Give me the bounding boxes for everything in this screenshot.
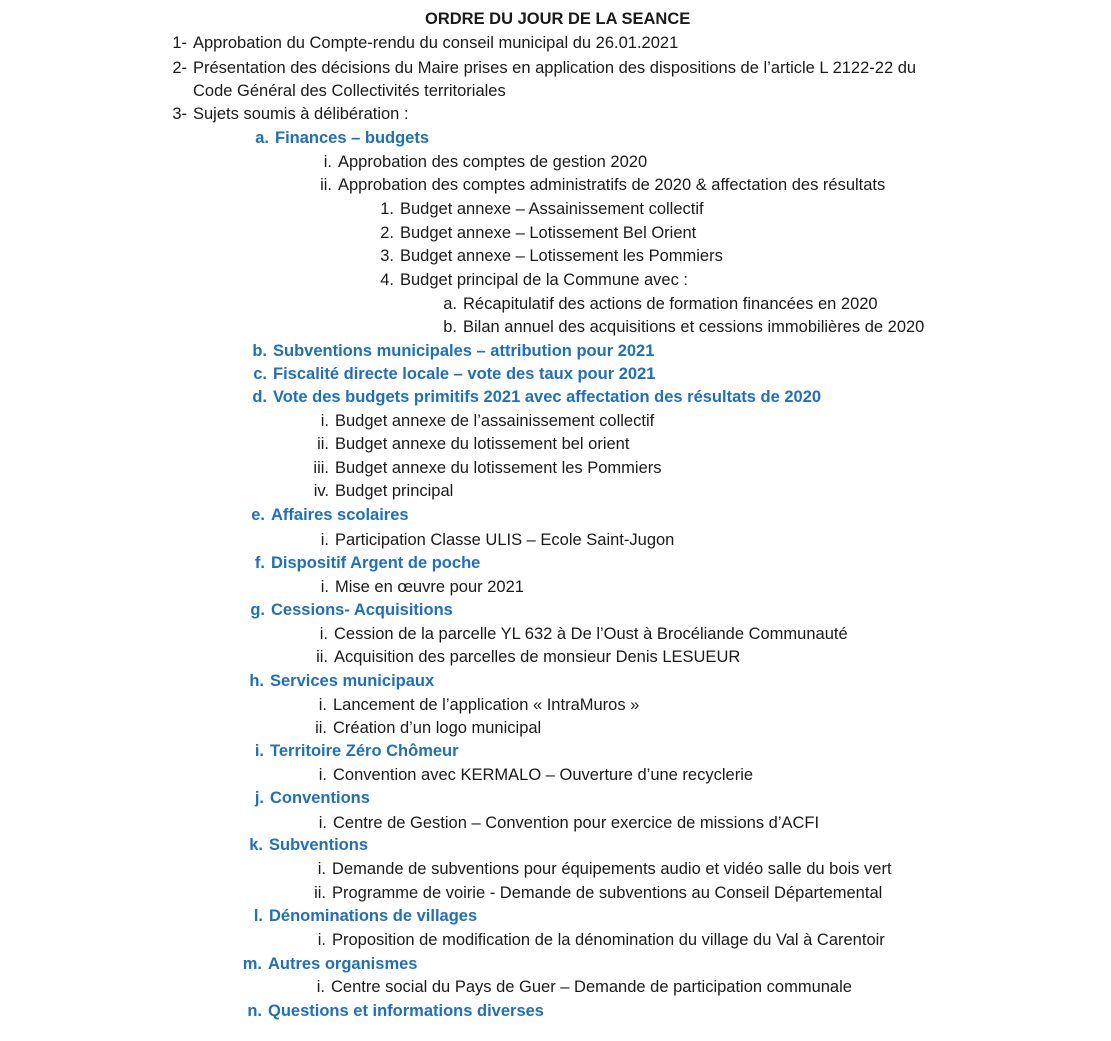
section-letter: d. — [252, 388, 267, 406]
section-title: Services municipaux — [270, 672, 435, 690]
item-number: 2. — [380, 224, 394, 242]
item-text: Code Général des Collectivités territoriales — [193, 82, 506, 100]
section-heading — [255, 127, 430, 150]
item-number: iii. — [313, 459, 329, 477]
sub-item — [320, 410, 655, 433]
section-heading — [254, 740, 459, 763]
section-heading — [247, 1000, 544, 1023]
item-text: Acquisition des parcelles de monsieur Denis LESUEUR — [334, 648, 741, 666]
section-letter: e. — [251, 506, 265, 524]
item-text: Budget principal de la Commune avec : — [400, 271, 688, 289]
item-text: Lancement de l’application « IntraMuros » — [333, 696, 640, 714]
item-number: i. — [318, 814, 327, 832]
item-text: Budget principal — [335, 482, 454, 500]
section-letter: m. — [242, 955, 262, 973]
item-number: iv. — [313, 482, 329, 500]
section-letter: a. — [255, 129, 269, 147]
sub-item — [323, 151, 648, 174]
sub-item — [320, 174, 886, 197]
section-title: Vote des budgets primitifs 2021 avec affectation des résultats de 2020 — [273, 388, 822, 406]
section-letter: l. — [253, 907, 263, 925]
item-number: i. — [317, 860, 326, 878]
sub-item — [320, 576, 524, 599]
agenda-item-continuation — [193, 80, 506, 103]
section-letter: k. — [249, 836, 263, 854]
section-letter: i. — [254, 742, 264, 760]
item-text: Budget annexe du lotissement bel orient — [335, 435, 630, 453]
section-title: Dispositif Argent de poche — [271, 554, 481, 572]
sub-item — [318, 694, 640, 717]
sub-sub-item — [380, 269, 688, 292]
item-number: i. — [318, 766, 327, 784]
item-number: i. — [323, 153, 332, 171]
agenda-item — [172, 32, 679, 55]
section-heading — [252, 340, 655, 363]
section-heading — [249, 670, 435, 693]
item-text: Convention avec KERMALO – Ouverture d’une recyclerie — [333, 766, 754, 784]
item-text: Centre social du Pays de Guer – Demande de participation communale — [331, 978, 852, 996]
item-number: i. — [319, 625, 328, 643]
sub-item — [320, 529, 675, 552]
section-letter: h. — [249, 672, 264, 690]
section-heading — [250, 599, 453, 622]
item-text: Bilan annuel des acquisitions et cessions immobilières de 2020 — [463, 318, 925, 336]
section-letter: g. — [250, 601, 265, 619]
sub-item — [317, 433, 630, 456]
item-number: ii. — [314, 884, 326, 902]
sub-item — [313, 457, 662, 480]
sub-item — [316, 646, 741, 669]
section-title: Questions et informations diverses — [268, 1002, 544, 1020]
sub-sub-item — [380, 222, 697, 245]
item-number: i. — [318, 696, 327, 714]
section-title: Finances – budgets — [275, 129, 430, 147]
item-number: ii. — [317, 435, 329, 453]
item-text: Budget annexe du lotissement les Pommiers — [335, 459, 662, 477]
section-heading — [254, 787, 370, 810]
item-number: ii. — [315, 719, 327, 737]
item-text: Mise en œuvre pour 2021 — [335, 578, 524, 596]
section-letter: j. — [254, 789, 264, 807]
item-text: Budget annexe – Lotissement Bel Orient — [400, 224, 697, 242]
item-number: 2- — [172, 59, 187, 77]
agenda-item — [172, 103, 409, 126]
section-title: Cessions- Acquisitions — [271, 601, 453, 619]
section-heading — [252, 386, 822, 409]
section-heading — [242, 953, 418, 976]
section-letter: n. — [247, 1002, 262, 1020]
agenda-item — [172, 57, 917, 80]
section-letter: c. — [253, 365, 267, 383]
item-text: Approbation des comptes administratifs de 2020 & affectation des résultats — [338, 176, 886, 194]
section-title: Fiscalité directe locale – vote des taux pour 2021 — [273, 365, 656, 383]
item-number: 3. — [380, 247, 394, 265]
sub-item — [313, 480, 454, 503]
sub-item — [315, 717, 542, 740]
section-heading — [253, 905, 478, 928]
item-text: Demande de subventions pour équipements audio et vidéo salle du bois vert — [332, 860, 892, 878]
sub-sub-item — [380, 198, 704, 221]
item-number: i. — [320, 531, 329, 549]
item-number: 3- — [172, 105, 187, 123]
item-number: 4. — [380, 271, 394, 289]
section-heading — [253, 363, 656, 386]
section-title: Subventions municipales – attribution pour 2021 — [273, 342, 655, 360]
item-text: Cession de la parcelle YL 632 à De l’Oust à Brocéliande Communauté — [334, 625, 848, 643]
section-title: Autres organismes — [268, 955, 418, 973]
item-text: Création d’un logo municipal — [333, 719, 542, 737]
sub-item — [317, 858, 892, 881]
item-number: b. — [443, 318, 457, 336]
item-text: Proposition de modification de la dénomination du village du Val à Carentoir — [332, 931, 885, 949]
section-letter: b. — [252, 342, 267, 360]
section-heading — [254, 552, 481, 575]
section-title: Conventions — [270, 789, 370, 807]
item-text: Centre de Gestion – Convention pour exercice de missions d’ACFI — [333, 814, 820, 832]
section-title: Territoire Zéro Chômeur — [270, 742, 459, 760]
item-text: Budget annexe de l’assainissement collectif — [335, 412, 655, 430]
sub-sub-sub-item — [443, 293, 878, 316]
sub-item — [316, 976, 852, 999]
item-number: ii. — [320, 176, 332, 194]
item-text: Approbation des comptes de gestion 2020 — [338, 153, 648, 171]
section-title: Affaires scolaires — [271, 506, 409, 524]
item-number: 1. — [380, 200, 394, 218]
section-heading — [251, 504, 409, 527]
item-number: i. — [320, 578, 329, 596]
sub-sub-item — [380, 245, 723, 268]
sub-item — [317, 929, 885, 952]
item-number: i. — [317, 931, 326, 949]
item-text: Participation Classe ULIS – Ecole Saint-Jugon — [335, 531, 675, 549]
section-heading — [249, 834, 369, 857]
sub-item — [319, 623, 848, 646]
item-number: i. — [316, 978, 325, 996]
item-number: a. — [443, 295, 457, 313]
sub-item — [314, 882, 883, 905]
item-text: Programme de voirie - Demande de subventions au Conseil Départemental — [332, 884, 883, 902]
item-text: Présentation des décisions du Maire prises en application des dispositions de l’article L 2122-22 du — [193, 59, 917, 77]
section-title: Dénominations de villages — [269, 907, 478, 925]
item-text: Budget annexe – Assainissement collectif — [400, 200, 704, 218]
item-text: Approbation du Compte-rendu du conseil municipal du 26.01.2021 — [193, 34, 679, 52]
item-number: i. — [320, 412, 329, 430]
section-title: Subventions — [269, 836, 369, 854]
item-number: 1- — [172, 34, 187, 52]
sub-item — [318, 812, 820, 835]
section-letter: f. — [254, 554, 265, 572]
item-number: ii. — [316, 648, 328, 666]
page-title: ORDRE DU JOUR DE LA SEANCE — [425, 10, 691, 28]
sub-sub-sub-item — [443, 316, 925, 339]
item-text: Récapitulatif des actions de formation financées en 2020 — [463, 295, 878, 313]
item-text: Budget annexe – Lotissement les Pommiers — [400, 247, 723, 265]
item-text: Sujets soumis à délibération : — [193, 105, 409, 123]
sub-item — [318, 764, 754, 787]
